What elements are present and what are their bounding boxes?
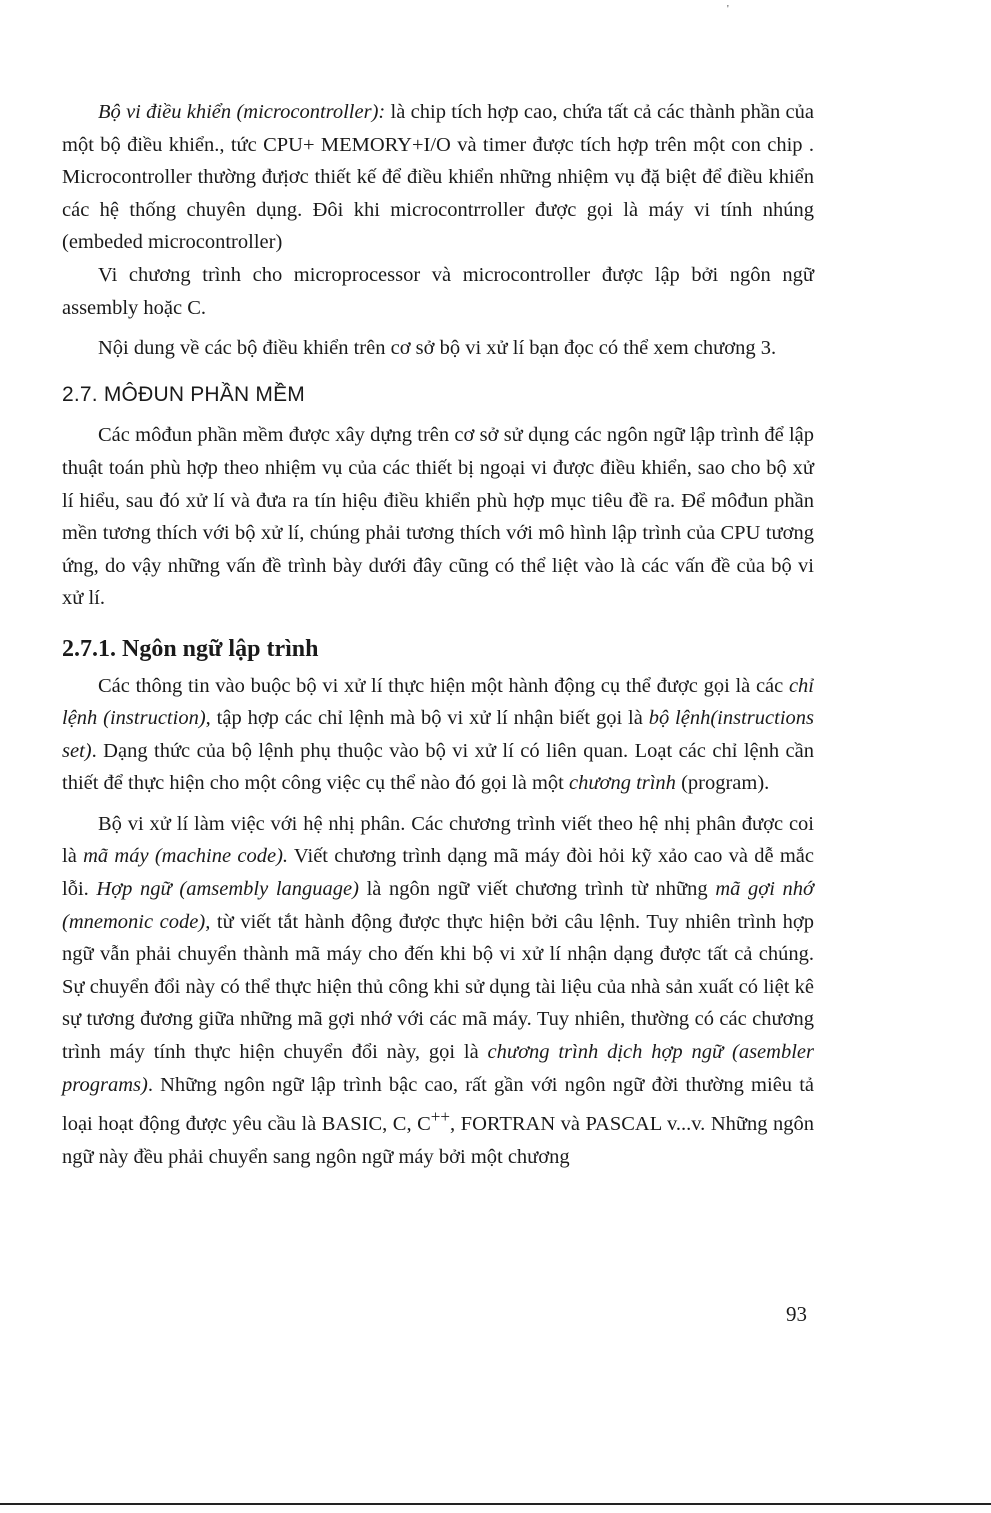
term-assembly-language: Hợp ngữ (amsembly language) [96, 878, 359, 901]
body-text [62, 96, 814, 1173]
term-mnemonic: mã gợi nhớ [715, 878, 814, 901]
term-instruction-set: bộ lệnh(instructions set) [62, 707, 814, 762]
scan-mark: ' [727, 4, 729, 15]
term-assembler-programs: chương trình dịch hợp ngữ (asembler programs) [62, 1041, 814, 1096]
paragraph-software-modules: Các môđun phần mềm được xây dựng trên cơ sở sử dụng các ngôn ngữ lập trình để lập thuật toán phù hợp theo nhiệm vụ của các thiết bị ngoại vi được điều khiển, sao cho bộ xử lí hiểu, sau đó xử lí và đưa ra tín hiệu điều khiển phù hợp mục tiêu đề ra. Để môđun phần mền tương thích với bộ xử lí, chúng phải tương thích với mô hình lập trình của CPU tương ứng, do vậy những vấn đề trình bày dưới đây cũng có thể liệt vào là các vấn đề của bộ vi xử lí. [62, 424, 814, 610]
term-program: chương trình [568, 772, 676, 795]
superscript-plus: ++ [430, 1107, 451, 1127]
term-machine-code: mã máy (machine code). [83, 845, 289, 868]
paragraph-microcontroller: Bộ vi điều khiển (microcontroller): là chip tích hợp cao, chứa tất cả các thành phần của một bộ điều khiển., tức CPU+ MEMORY+I/O và timer được tích hợp trên một con chip . Microcontroller thường đưịơc thiết kế để điều khiển những nhiệm vụ đặ biệt để điều khiển các hệ thống chuyên dụng. Đôi khi microcontrroller được gọi là máy vi tính nhúng (embeded microcontroller) [62, 101, 814, 254]
page-number: 93 [786, 1302, 807, 1326]
paragraph-machine-code: Bộ vi xử lí làm việc với hệ nhị phân. Các chương trình viết theo hệ nhị phân được coi là mã máy (machine code). Viết chương trình dạng mã máy đòi hỏi kỹ xảo cao và dễ mắc lỗi. Hợp ngữ (amsembly language) là ngôn ngữ viết chương trình từ những mã gợi nhớ (mnemonic code), từ viết tắt hành động được thực hiện bởi câu lệnh. Tuy nhiên trình hợp ngữ vẫn phải chuyển thành mã máy cho đến khi bộ vi xử lí nhận dạng được tất cả chúng. Sự chuyển đổi này có thể thực hiện thủ công khi sử dụng tài liệu của nhà sản xuất có liệt kê sự tương đương giữa những mã gợi nhớ với các mã máy. Tuy nhiên, thường có các chương trình máy tính thực hiện chuyển đổi này, gọi là chương trình dịch hợp ngữ (asembler programs). Những ngôn ngữ lập trình bậc cao, rất gần với ngôn ngữ đời thường miêu tả loại hoạt động được yêu cầu là BASIC, C, C++, FORTRAN và PASCAL v...v. Những ngôn ngữ này đều phải chuyển sang ngôn ngữ máy bởi một chương [62, 812, 815, 1168]
term-mnemonic-code: (mnemonic code), [62, 910, 211, 933]
section-heading-2-7: 2.7. MÔĐUN PHẦN MỀM [62, 382, 305, 406]
bottom-rule [0, 1503, 991, 1505]
term-instruction: chỉ lệnh (instruction) [62, 674, 814, 730]
term-microcontroller: Bộ vi điều khiển (microcontroller): [98, 101, 386, 123]
subsection-heading-2-7-1: 2.7.1. Ngôn ngữ lập trình [62, 635, 319, 662]
paragraph-instructions: Các thông tin vào buộc bộ vi xử lí thực hiện một hành động cụ thể được gọi là các chỉ lệnh (instruction), tập hợp các chỉ lệnh mà bộ vi xử lí nhận biết gọi là bộ lệnh(instructions set). Dạng thức của bộ lệnh phụ thuộc vào bộ vi xử lí có liên quan. Loạt các chỉ lệnh cần thiết để thực hiện cho một công việc cụ thể nào đó gọi là một chương trình (program). [62, 674, 814, 795]
paragraph-firmware: Vi chương trình cho microprocessor và microcontroller được lập bởi ngôn ngữ assembly hoặc C. [62, 263, 814, 319]
paragraph-chapter-ref: Nội dung về các bộ điều khiển trên cơ sở bộ vi xử lí bạn đọc có thể xem chương 3. [98, 337, 777, 360]
